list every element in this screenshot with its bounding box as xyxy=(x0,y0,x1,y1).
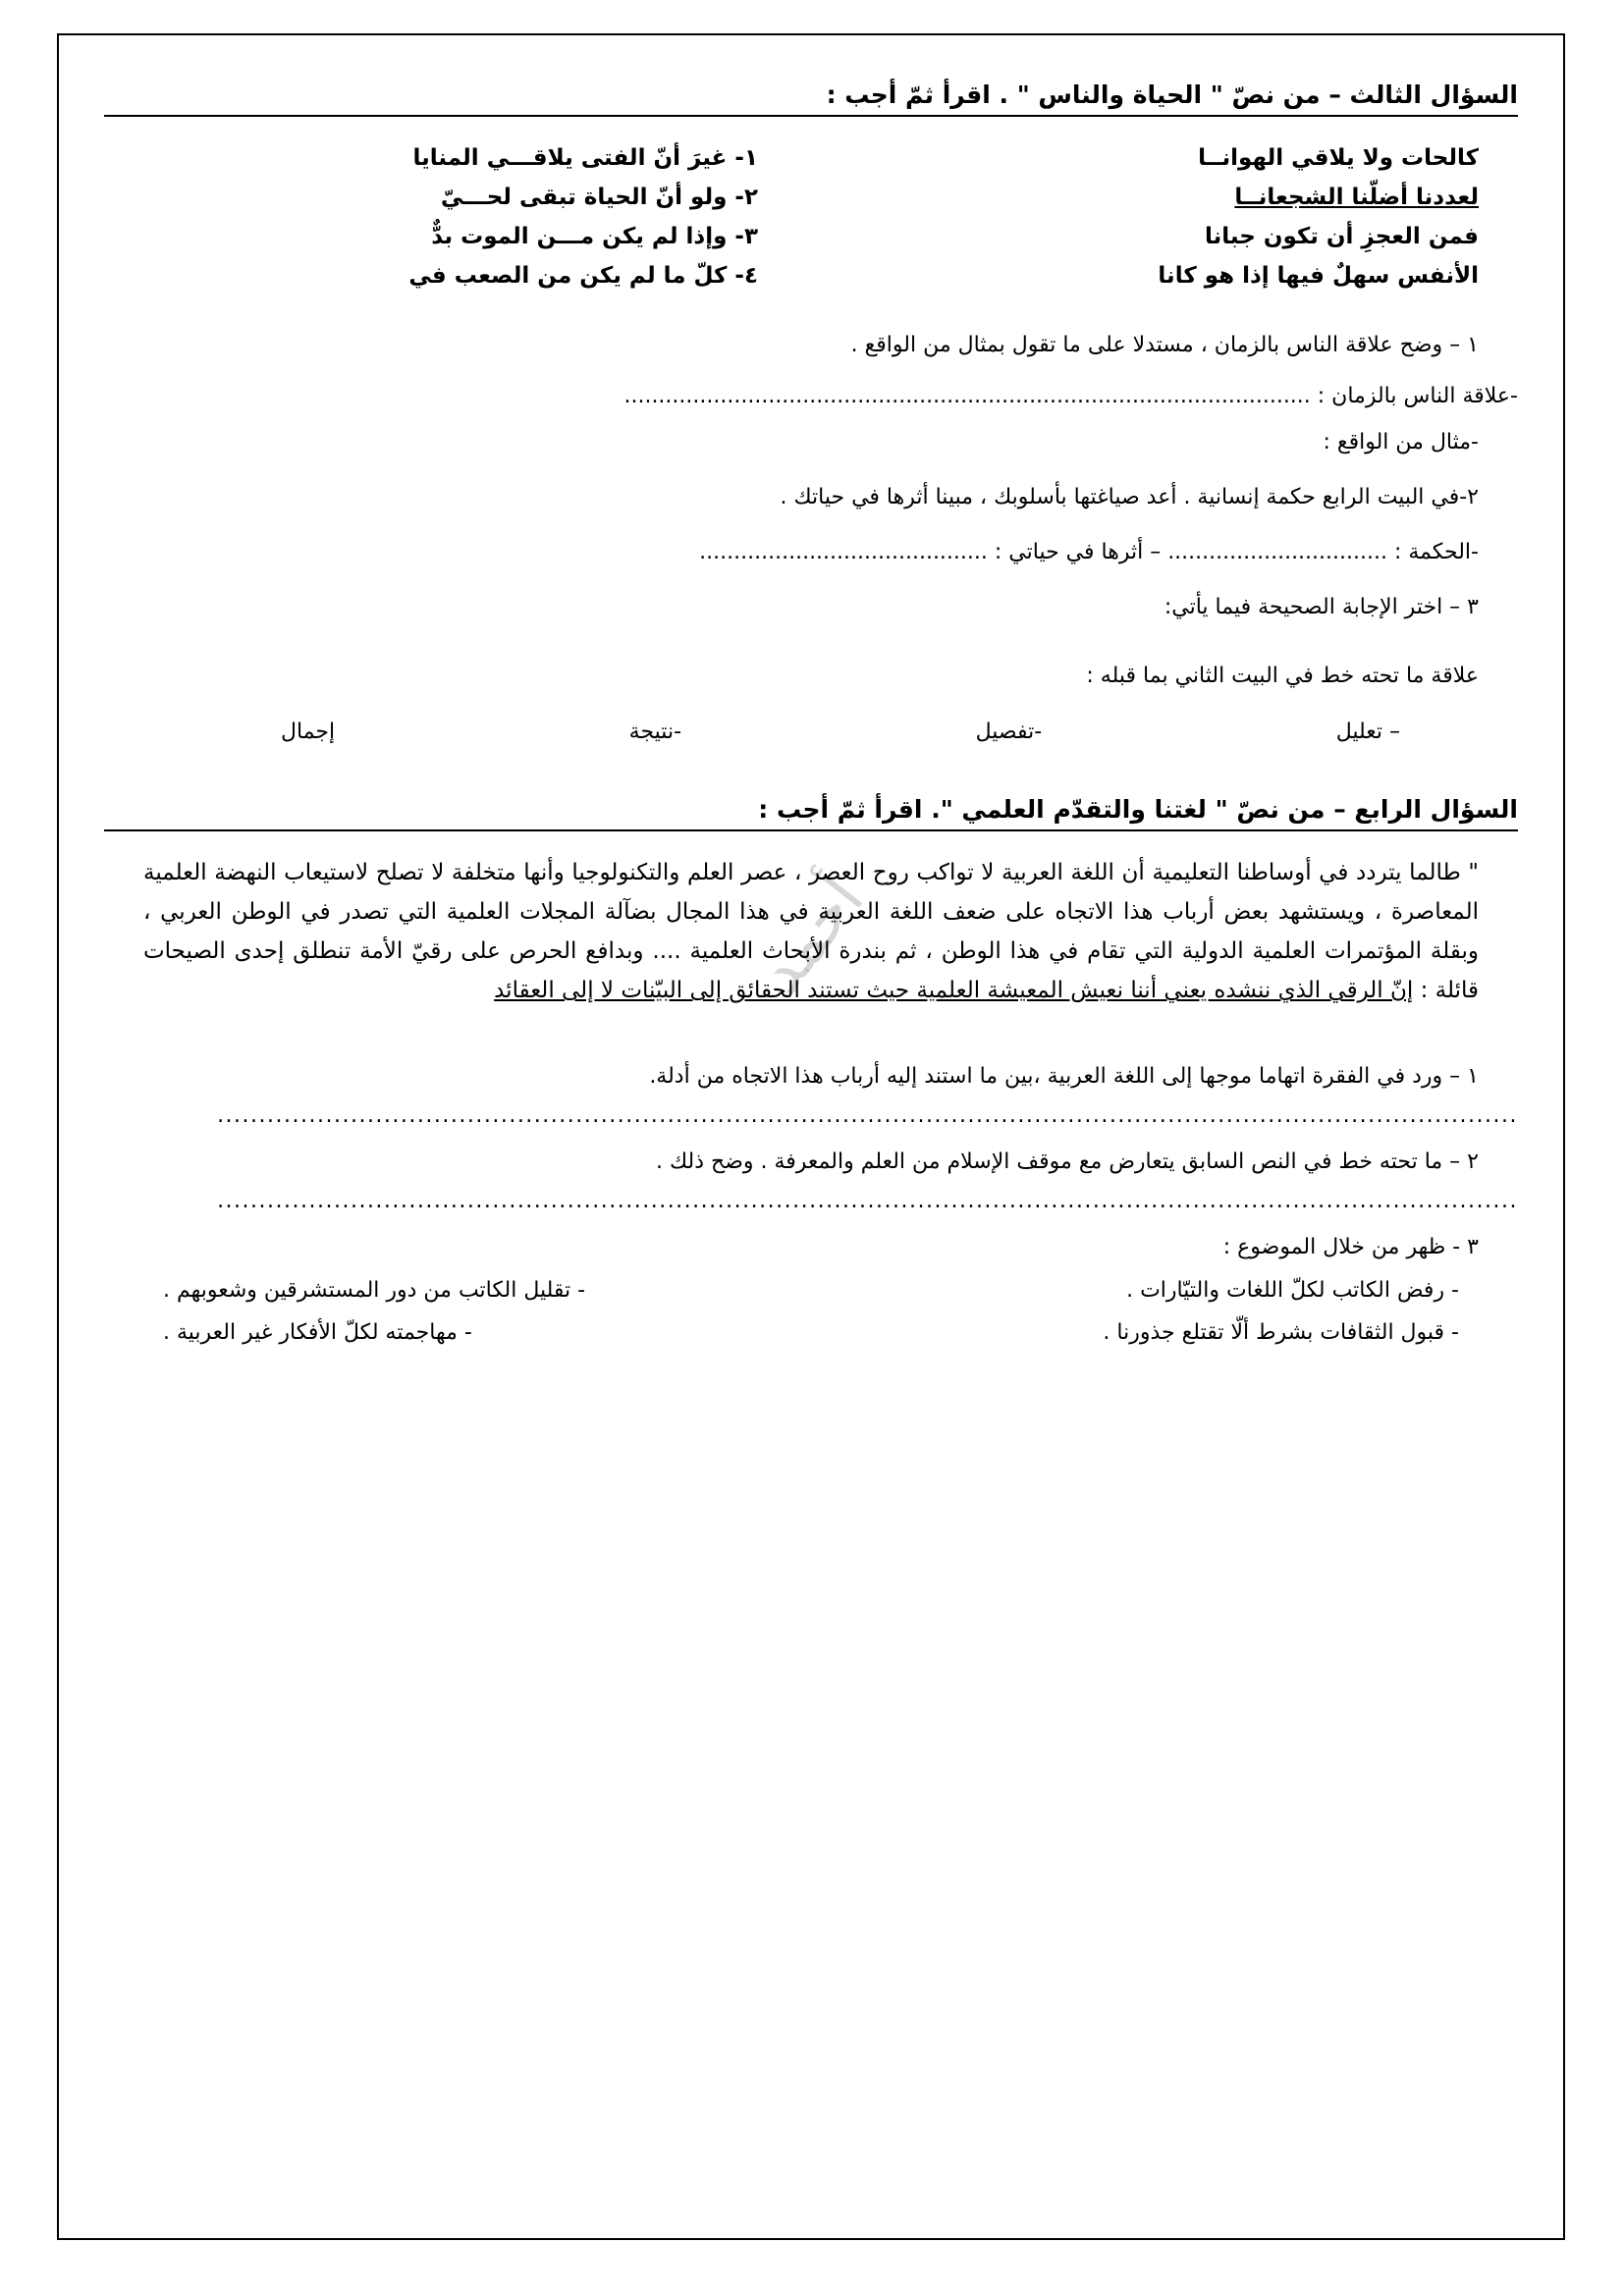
q3-option-3[interactable]: -نتيجة xyxy=(628,719,682,744)
q4-choices-right-column xyxy=(837,1278,1459,1362)
q4-passage xyxy=(143,853,1479,1011)
q4-choice-1[interactable]: - رفض الكاتب لكلّ اللغات والتيّارات . xyxy=(1126,1277,1459,1303)
q4-choices-left-column xyxy=(163,1278,785,1362)
q3-item-1-answer-b[interactable]: -مثال من الواقع : xyxy=(1323,430,1479,455)
q3-options-row xyxy=(104,720,1518,744)
poem-row xyxy=(104,256,1518,295)
poem-sadr xyxy=(104,178,811,217)
q3-option-2[interactable]: -تفصيل xyxy=(975,719,1043,744)
poem-sadr-text: كلّ ما لم يكن من الصعب في xyxy=(408,263,728,289)
q4-passage-plain: " طالما يتردد في أوساطنا التعليمية أن اللغة العربية لا تواكب روح العصر ، عصر العلم والتكنولوجيا وأنها متخلفة لا تصلح لاستيعاب النهضة العلمية المعاصرة ، ويستشهد بعض أرباب هذا الاتجاه على ضعف اللغة العربية في هذا المجال بضآلة المجلات العلمية التي تصدر في الوطن العربي ، وبقلة المؤتمرات العلمية الدولية التي تقام في هذا الوطن ، ثم بندرة الأبحاث العلمية .... وبدافع الحرص على رقيّ الأمة تنطلق إحدى الصيحات قائلة : xyxy=(143,859,1479,1004)
poem-sadr-text: وإذا لم يكن مـــن الموت بدٌّ xyxy=(431,224,728,249)
q4-choice-3[interactable]: - قبول الثقافات بشرط ألّا تقتلع جذورنا . xyxy=(1103,1319,1459,1345)
q4-item-1: ١ – ورد في الفقرة اتهاما موجها إلى اللغة العربية ،بين ما استند إليه أرباب هذا الاتجاه من أدلة. xyxy=(649,1063,1479,1089)
poem-table xyxy=(104,138,1518,295)
poem-ajuz: فمن العجزِ أن تكون جبانا xyxy=(1204,224,1479,249)
watermark-text: أحمد xyxy=(743,863,879,1008)
poem-ajuz: الأنفس سهلٌ فيها إذا هو كانا xyxy=(1158,263,1479,289)
poem-sadr xyxy=(104,138,811,178)
exam-page xyxy=(57,33,1565,2240)
poem-row xyxy=(104,217,1518,256)
poem-number: ١- xyxy=(734,145,758,171)
poem-sadr xyxy=(104,217,811,256)
q4-item-3: ٣ - ظهر من خلال الموضوع : xyxy=(1222,1234,1479,1259)
poem-number: ٣- xyxy=(734,224,758,249)
q4-passage-underlined: إنّ الرقي الذي ننشده يعني أننا نعيش المعيشة العلمية حيث تستند الحقائق إلى البيّنات لا إلى العقائد xyxy=(494,978,1414,1004)
poem-number: ٢- xyxy=(734,185,758,210)
poem-sadr-text: ولو أنّ الحياة تبقى لحـــيّ xyxy=(440,185,728,210)
poem-number: ٤- xyxy=(734,263,758,289)
poem-row xyxy=(104,138,1518,178)
poem-sadr-text: غيرَ أنّ الفتى يلاقـــي المنايا xyxy=(412,145,728,171)
q3-item-1-answer-a[interactable]: -علاقة الناس بالزمان : .................................................................................................... xyxy=(623,384,1518,409)
q4-choices xyxy=(163,1278,1459,1362)
q3-item-3-stem: علاقة ما تحته خط في البيت الثاني بما قبله : xyxy=(1086,664,1479,689)
q4-item-2-answer[interactable]: ............................................................................................................................................................ xyxy=(217,1188,1518,1213)
q4-choice-4[interactable]: - مهاجمته لكلّ الأفكار غير العربية . xyxy=(163,1319,472,1345)
q3-item-2: ٢-في البيت الرابع حكمة إنسانية . أعد صياغتها بأسلوبك ، مبينا أثرها في حياتك . xyxy=(780,485,1479,510)
q4-choice-2[interactable]: - تقليل الكاتب من دور المستشرقين وشعوبهم . xyxy=(163,1277,586,1303)
poem-row xyxy=(104,178,1518,217)
poem-ajuz: كالحات ولا يلاقي الهوانــا xyxy=(1198,145,1479,171)
q3-item-1: ١ – وضح علاقة الناس بالزمان ، مستدلا على ما تقول بمثال من الواقع . xyxy=(850,333,1479,357)
q4-item-1-answer[interactable]: ............................................................................................................................................................ xyxy=(217,1102,1518,1128)
poem-sadr xyxy=(104,256,811,295)
question-3-heading: السؤال الثالث – من نصّ " الحياة والناس " . اقرأ ثمّ أجب : xyxy=(104,80,1518,117)
q4-item-2: ٢ – ما تحته خط في النص السابق يتعارض مع موقف الإسلام من العلم والمعرفة . وضح ذلك . xyxy=(655,1148,1479,1174)
q3-item-2-answer[interactable]: -الحكمة : ................................ – أثرها في حياتي : .......................................... xyxy=(699,540,1479,565)
q3-item-3: ٣ – اختر الإجابة الصحيحة فيما يأتي: xyxy=(1164,595,1479,620)
q3-option-4[interactable]: إجمال xyxy=(281,719,336,744)
q3-option-1[interactable]: – تعليل xyxy=(1335,719,1400,744)
poem-ajuz: لعددنا أضلّنا الشجعانــا xyxy=(1234,185,1479,210)
page-content xyxy=(104,80,1518,2209)
question-4-heading: السؤال الرابع – من نصّ " لغتنا والتقدّم العلمي ". اقرأ ثمّ أجب : xyxy=(104,795,1518,831)
